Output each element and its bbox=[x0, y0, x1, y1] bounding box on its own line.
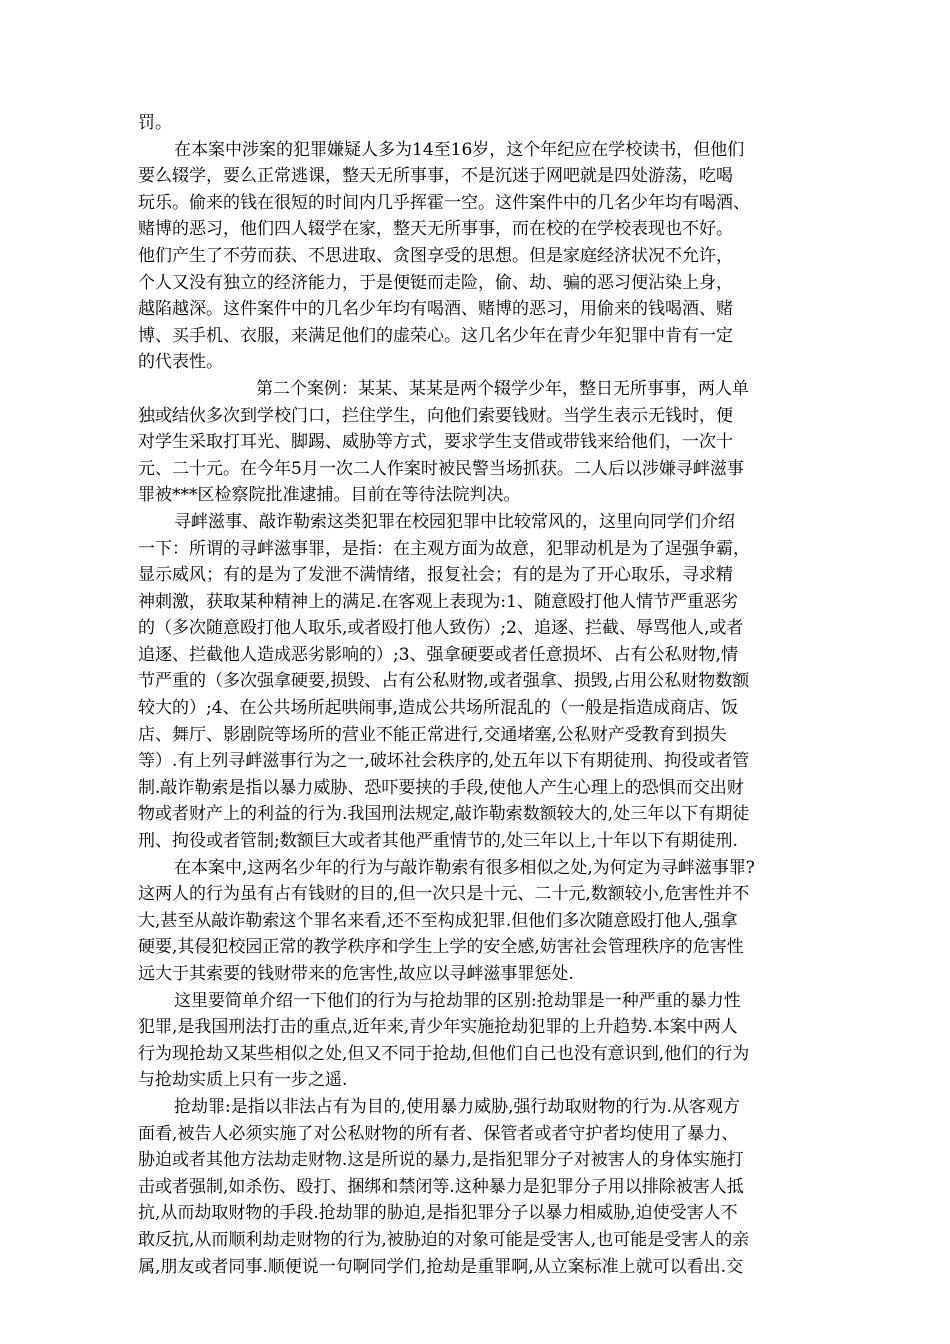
text-line: 第二个案例：某某、某某是两个辍学少年，整日无所事事，两人单 bbox=[256, 378, 749, 399]
text-line: 面看,被告人必须实施了对公私财物的所有者、保管者或者守护者均使用了暴力、 bbox=[138, 1123, 739, 1144]
text-line: 个人又没有独立的经济能力，于是便铤而走险，偷、劫、骗的恶习便沾染上身， bbox=[138, 272, 733, 293]
text-line: 物或者财产上的利益的行为.我国刑法规定,敲诈勒索数额较大的,处三年以下有期徒 bbox=[138, 804, 750, 825]
text-line: 的（多次随意殴打他人取乐,或者殴打他人致伤）;2、追逐、拦截、辱骂他人,或者 bbox=[138, 618, 744, 639]
text-line: 胁迫或者其他方法劫走财物.这是所说的暴力,是指犯罪分子对被害人的身体实施打 bbox=[138, 1150, 744, 1171]
text-line: 他们产生了不劳而获、不思进取、贪图享受的思想。但是家庭经济状况不允许， bbox=[138, 245, 733, 266]
text-line: 行为现抢劫又某些相似之处,但又不同于抢劫,但他们自己也没有意识到,他们的行为 bbox=[138, 1043, 750, 1064]
text-line: 远大于其索要的钱财带来的危害性,故应以寻衅滋事罪惩处. bbox=[138, 964, 574, 984]
text-line: 赌博的恶习，他们四人辍学在家，整天无所事事，而在校的在学校表现也不好。 bbox=[138, 219, 733, 240]
text-line: 抗,从而劫取财物的手段.抢劫罪的胁迫,是指犯罪分子以暴力相威胁,迫使受害人不 bbox=[138, 1203, 738, 1224]
text-line: 的代表性。 bbox=[138, 352, 223, 373]
text-line: 越陷越深。这件案件中的几名少年均有喝酒、赌博的恶习，用偷来的钱喝酒、赌 bbox=[138, 299, 733, 320]
text-line: 显示威风；有的是为了发泄不满情绪，报复社会；有的是为了开心取乐，寻求精 bbox=[138, 565, 733, 586]
text-line: 与抢劫实质上只有一步之遥. bbox=[138, 1070, 348, 1091]
text-line: 对学生采取打耳光、脚踢、威胁等方式，要求学生支借或带钱来给他们，一次十 bbox=[138, 432, 733, 453]
document-body bbox=[138, 110, 838, 1280]
text-line: 玩乐。偷来的钱在很短的时间内几乎挥霍一空。这件案件中的几名少年均有喝酒、 bbox=[138, 192, 750, 213]
text-line: 要么辍学，要么正常逃课，整天无所事事，不是沉迷于网吧就是四处游荡，吃喝 bbox=[138, 166, 733, 187]
text-line: 节严重的（多次强拿硬要,损毁、占有公私财物,或者强拿、损毁,占用公私财物数额 bbox=[138, 671, 750, 692]
text-line: 抢劫罪:是指以非法占有为目的,使用暴力威胁,强行劫取财物的行为.从客观方 bbox=[174, 1096, 740, 1117]
text-line: 追逐、拦截他人造成恶劣影响的）;3、强拿硬要或者任意损坏、占有公私财物,情 bbox=[138, 644, 738, 665]
text-line: 大,甚至从敲诈勒索这个罪名来看,还不至构成犯罪.但他们多次随意殴打他人,强拿 bbox=[138, 910, 738, 931]
text-line: 等）.有上列寻衅滋事行为之一,破坏社会秩序的,处五年以下有期徒刑、拘役或者管 bbox=[138, 751, 750, 772]
text-line: 这两人的行为虽有占有钱财的目的,但一次只是十元、二十元,数额较小,危害性并不 bbox=[138, 884, 750, 905]
text-line: 制.敲诈勒索是指以暴力威胁、恐吓要挟的手段,使他人产生心理上的恐惧而交出财 bbox=[138, 777, 744, 798]
text-line: 罚。 bbox=[138, 113, 172, 133]
text-line: 在本案中,这两名少年的行为与敲诈勒索有很多相似之处,为何定为寻衅滋事罪? bbox=[174, 857, 755, 878]
text-line: 属,朋友或者同事.顺便说一句啊同学们,抢劫是重罪啊,从立案标准上就可以看出.交 bbox=[138, 1256, 744, 1277]
text-line: 敢反抗,从而顺利劫走财物的行为,被胁迫的对象可能是受害人,也可能是受害人的亲 bbox=[138, 1229, 750, 1250]
text-line: 元、二十元。在今年5月一次二人作案时被民警当场抓获。二人后以涉嫌寻衅滋事 bbox=[138, 458, 744, 479]
text-line: 在本案中涉案的犯罪嫌疑人多为14至16岁，这个年纪应在学校读书，但他们 bbox=[174, 139, 745, 160]
text-line: 刑、拘役或者管制;数额巨大或者其他严重情节的,处三年以上,十年以下有期徒刑. bbox=[138, 831, 738, 852]
text-line: 罪被***区检察院批准逮捕。目前在等待法院判决。 bbox=[138, 485, 521, 506]
text-line: 硬要,其侵犯校园正常的教学秩序和学生上学的安全感,妨害社会管理秩序的危害性 bbox=[138, 937, 744, 958]
text-line: 店、舞厅、影剧院等场所的营业不能正常进行,交通堵塞,公私财产受教育到损失 bbox=[138, 724, 727, 745]
text-line: 一下：所谓的寻衅滋事罪，是指：在主观方面为故意，犯罪动机是为了逞强争霸， bbox=[138, 538, 750, 559]
text-line: 这里要简单介绍一下他们的行为与抢劫罪的区别:抢劫罪是一种严重的暴力性 bbox=[174, 990, 741, 1011]
text-line: 独或结伙多次到学校门口，拦住学生，向他们索要钱财。当学生表示无钱时，便 bbox=[138, 405, 733, 426]
text-line: 击或者强制,如杀伤、殴打、捆绑和禁闭等.这种暴力是犯罪分子用以排除被害人抵 bbox=[138, 1176, 744, 1197]
text-line: 寻衅滋事、敲诈勒索这类犯罪在校园犯罪中比较常风的，这里向同学们介绍 bbox=[174, 511, 735, 532]
text-line: 犯罪,是我国刑法打击的重点,近年来,青少年实施抢劫犯罪的上升趋势.本案中两人 bbox=[138, 1017, 738, 1038]
text-line: 博、买手机、衣服，来满足他们的虚荣心。这几名少年在青少年犯罪中肯有一定 bbox=[138, 325, 733, 346]
text-line: 较大的）;4、在公共场所起哄闹事,造成公共场所混乱的（一般是指造成商店、饭 bbox=[138, 698, 738, 719]
text-line: 神刺激，获取某种精神上的满足.在客观上表现为:1、随意殴打他人情节严重恶劣 bbox=[138, 591, 738, 612]
